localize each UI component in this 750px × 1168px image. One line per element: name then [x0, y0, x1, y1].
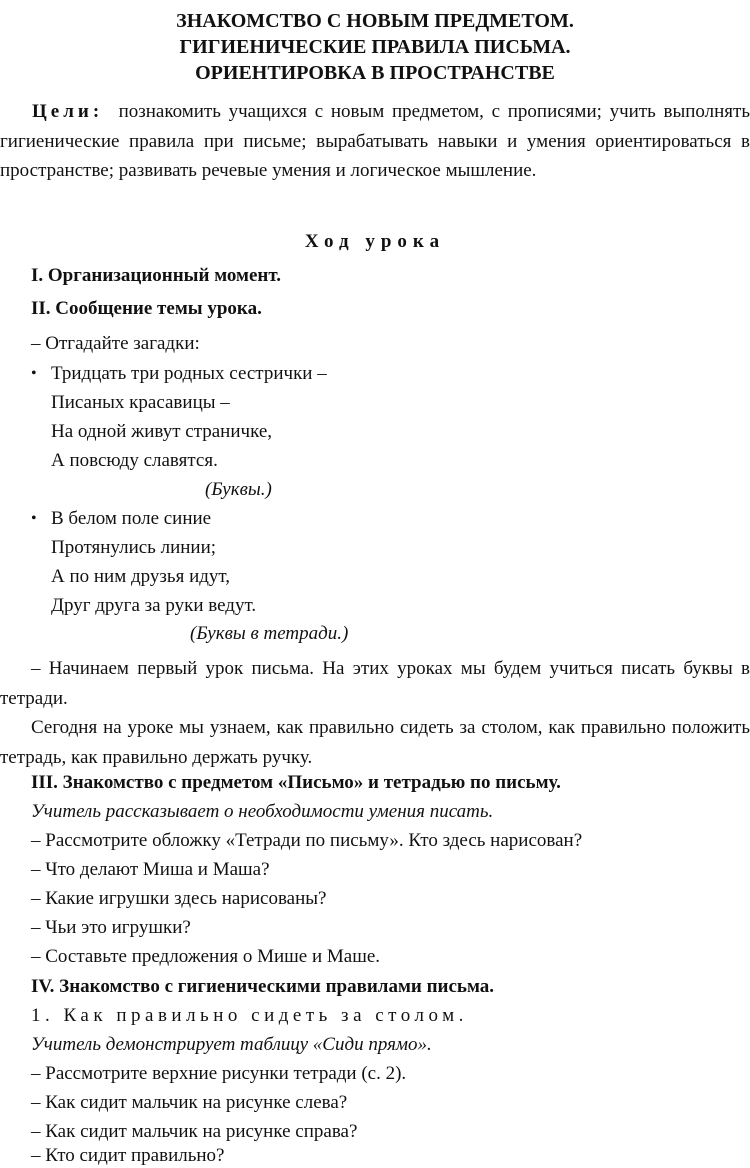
- lesson-heading: Ход урока: [304, 231, 446, 252]
- section-3-question: – Составьте предложения о Мише и Маше.: [31, 946, 381, 967]
- bullet-marker: •: [31, 365, 37, 382]
- section-4-question: – Кто сидит правильно?: [31, 1145, 225, 1166]
- section-1-heading: I. Организационный момент.: [31, 265, 282, 286]
- title-line-3: ОРИЕНТИРОВКА В ПРОСТРАНСТВЕ: [195, 62, 555, 84]
- riddle-1-line-2: Писаных красавицы –: [51, 392, 230, 413]
- section-3-heading: III. Знакомство с предметом «Письмо» и тетрадью по письму.: [31, 772, 561, 793]
- riddle-1-line-4: А повсюду славятся.: [51, 450, 218, 471]
- section-3-question: – Рассмотрите обложку «Тетради по письму». Кто здесь нарисован?: [31, 830, 583, 851]
- section-4-note: Учитель демонстрирует таблицу «Сиди прямо».: [31, 1034, 432, 1055]
- riddle-1-answer: (Буквы.): [205, 479, 272, 500]
- title-line-1: ЗНАКОМСТВО С НОВЫМ ПРЕДМЕТОМ.: [176, 10, 574, 32]
- paragraph-intro: – Начинаем первый урок письма. На этих уроках мы будем учиться писать буквы в тетради.: [0, 658, 750, 709]
- bullet-marker: •: [31, 510, 37, 527]
- paragraph-today: Сегодня на уроке мы узнаем, как правильно сидеть за столом, как правильно положить тетрадь, как правильно держать ручку.: [0, 717, 750, 768]
- riddle-1-line-3: На одной живут страничке,: [51, 421, 273, 442]
- section-3-question: – Что делают Миша и Маша?: [31, 859, 270, 880]
- section-3-question: – Какие игрушки здесь нарисованы?: [31, 888, 327, 909]
- riddle-prompt: – Отгадайте загадки:: [31, 333, 200, 354]
- subsection-1-heading: 1. Как правильно сидеть за столом.: [31, 1005, 468, 1026]
- goals-paragraph: [0, 97, 750, 186]
- section-4-heading: IV. Знакомство с гигиеническими правилами письма.: [31, 976, 495, 997]
- riddle-1-line-1: Тридцать три родных сестрички –: [51, 363, 327, 384]
- title-line-2: ГИГИЕНИЧЕСКИЕ ПРАВИЛА ПИСЬМА.: [179, 36, 571, 58]
- section-3-question: – Чьи это игрушки?: [31, 917, 191, 938]
- section-4-question: – Как сидит мальчик на рисунке слева?: [31, 1092, 348, 1113]
- riddle-2-line-2: Протянулись линии;: [51, 537, 217, 558]
- goals-label: Цели:: [32, 101, 104, 122]
- riddle-2-answer: (Буквы в тетради.): [190, 623, 349, 644]
- riddle-2-line-1: В белом поле синие: [51, 508, 212, 529]
- section-4-question: – Как сидит мальчик на рисунке справа?: [31, 1121, 358, 1142]
- riddle-2-line-3: А по ним друзья идут,: [51, 566, 231, 587]
- section-2-heading: II. Сообщение темы урока.: [31, 298, 262, 319]
- section-4-question: – Рассмотрите верхние рисунки тетради (с. 2).: [31, 1063, 407, 1084]
- riddle-2-line-4: Друг друга за руки ведут.: [51, 595, 257, 616]
- section-3-note: Учитель рассказывает о необходимости умения писать.: [31, 801, 494, 822]
- goals-text: познакомить учащихся с новым предметом, с прописями; учить выполнять гигиенические правила при письме; вырабатывать навыки и умения ориентироваться в пространстве; развивать речевые умения и логическое мышление.: [0, 101, 750, 181]
